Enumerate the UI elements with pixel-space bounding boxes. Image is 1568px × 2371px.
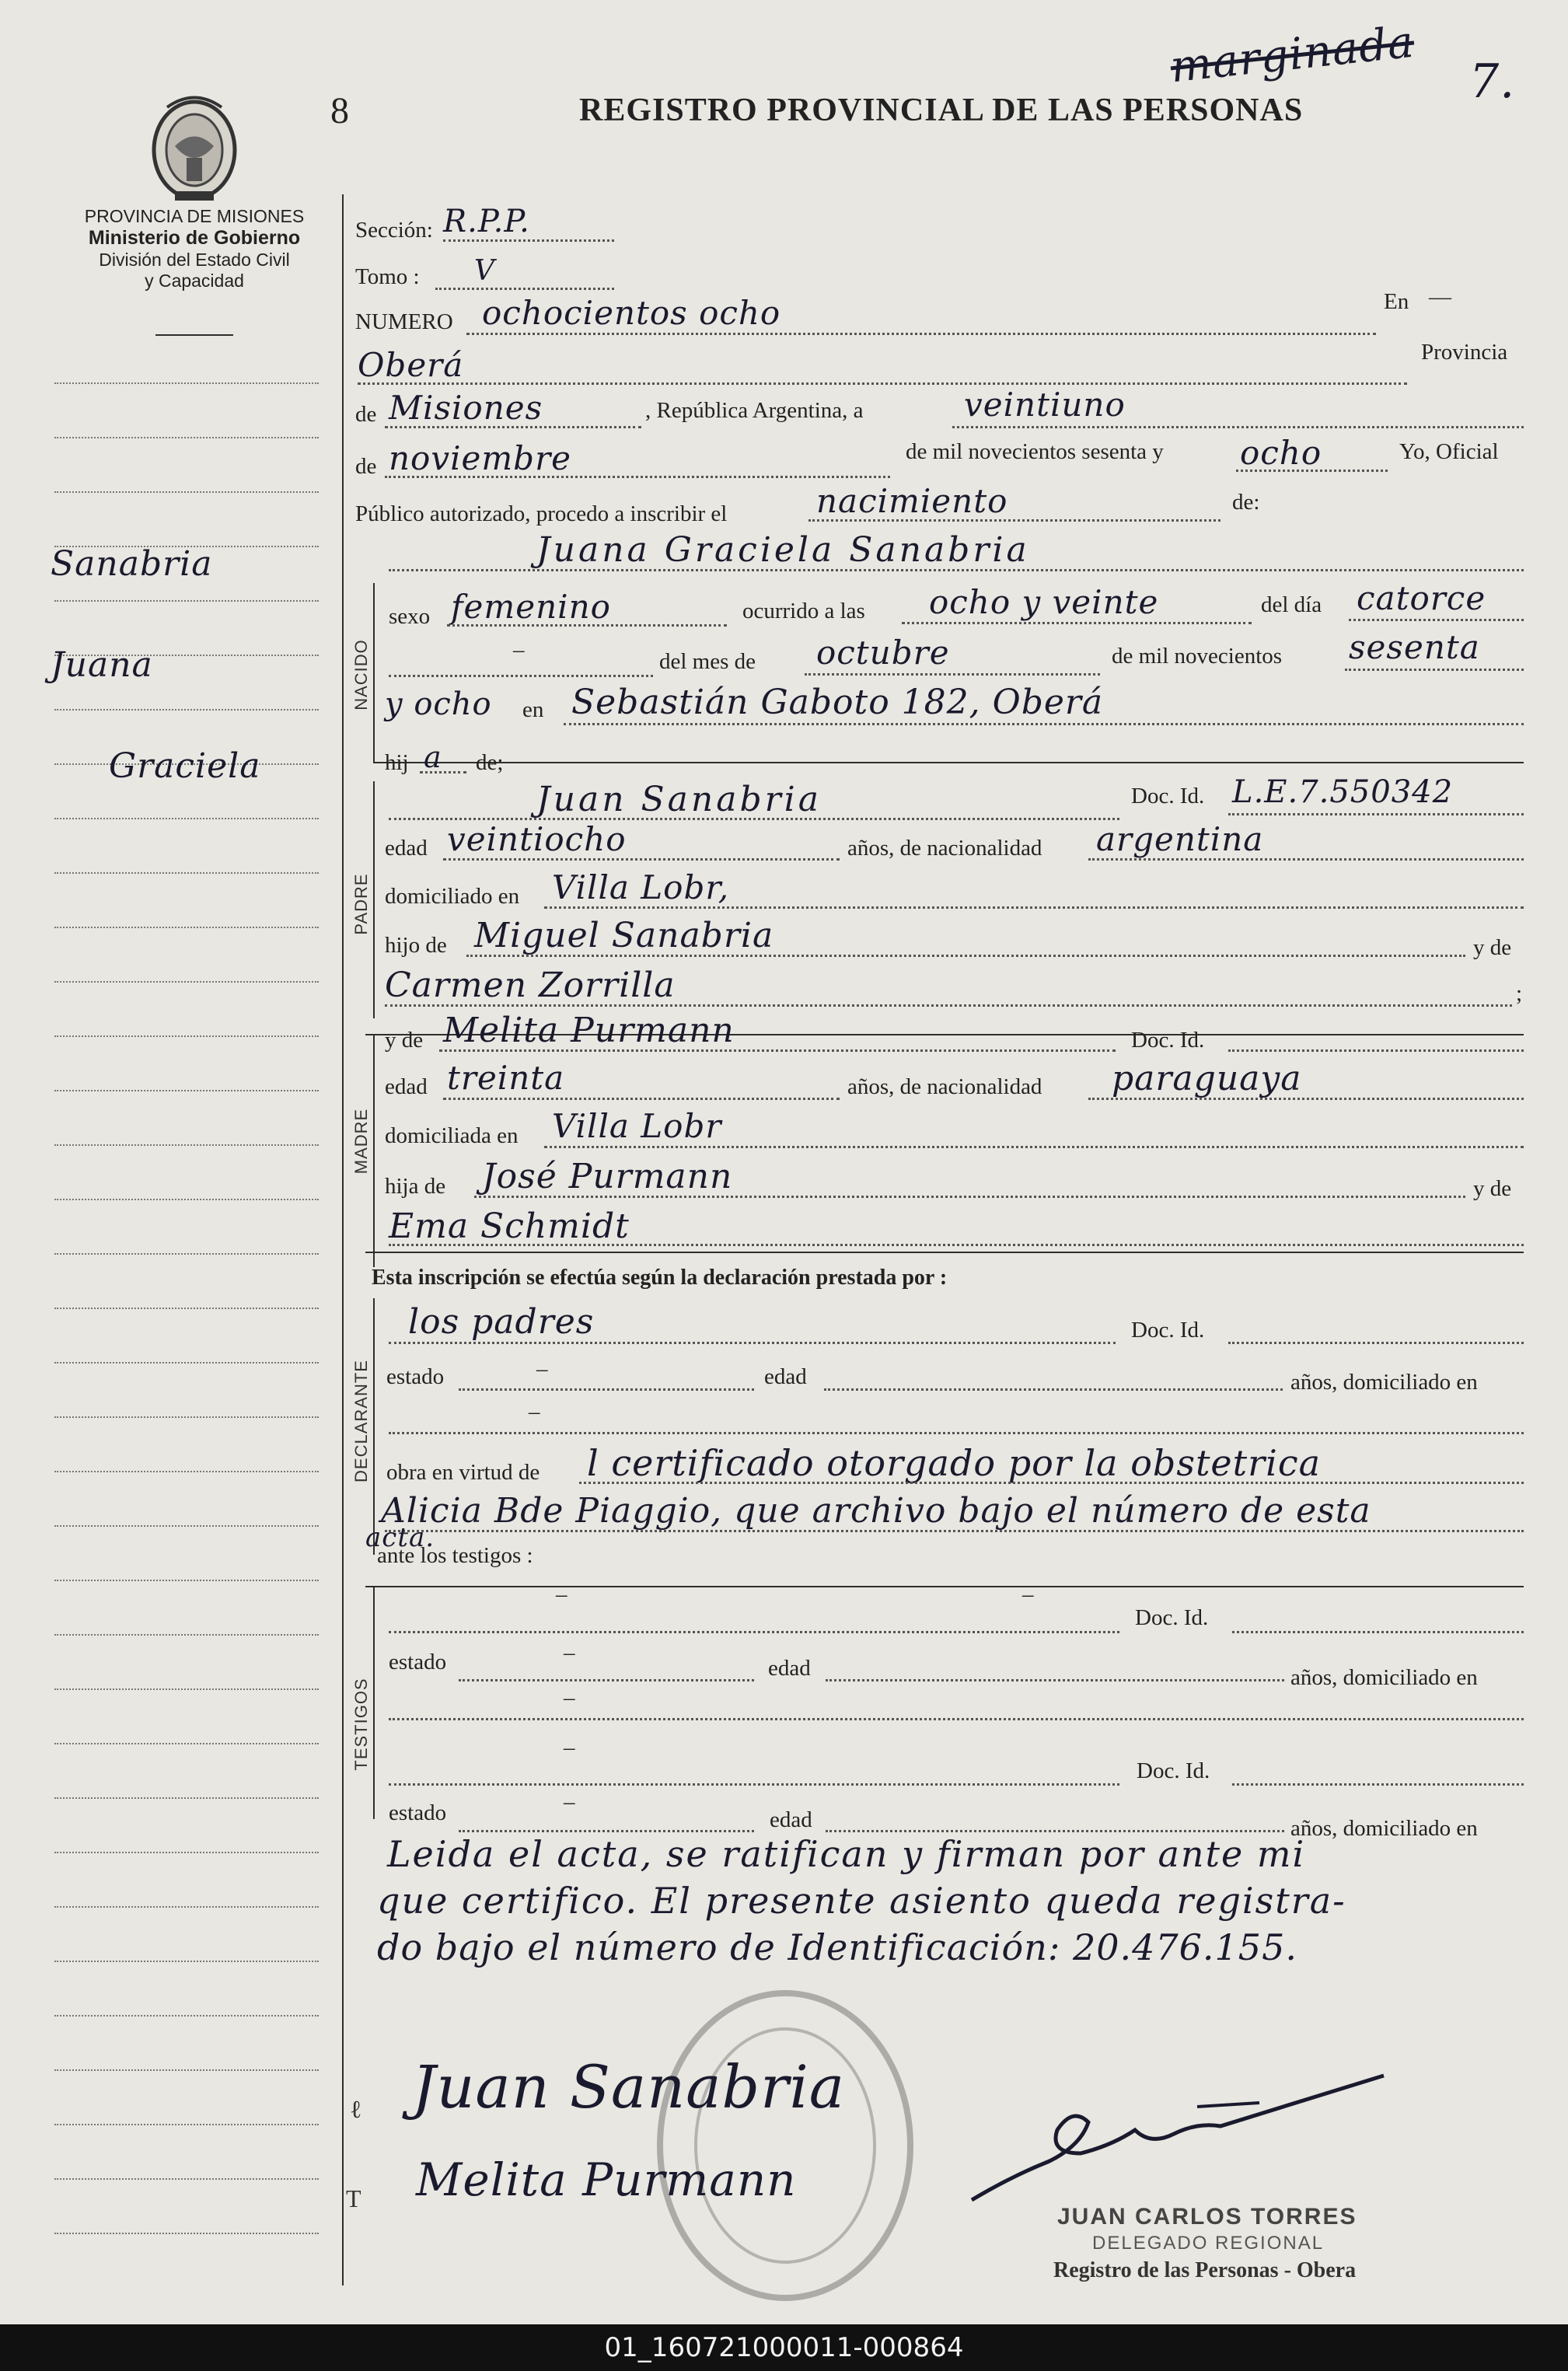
value-declarante: los padres: [408, 1302, 595, 1342]
side-label-madre: MADRE: [351, 1108, 371, 1175]
value-anio-acta: ocho: [1240, 434, 1322, 472]
label-provincia: Provincia: [1421, 340, 1508, 365]
label-sexo: sexo: [389, 604, 431, 629]
value-obra-1: l certificado otorgado por la obstetrica: [587, 1442, 1322, 1484]
signature-father: Juan Sanabria: [412, 2052, 846, 2121]
value-seccion: R.P.P.: [443, 204, 530, 239]
value-testigo1-dom: –: [564, 1685, 575, 1710]
label-testigo2-estado: estado: [389, 1800, 447, 1825]
label-declarante-edad: edad: [764, 1364, 807, 1389]
label-declarante-doc: Doc. Id.: [1131, 1318, 1205, 1343]
label-testigo1-edad: edad: [768, 1656, 811, 1681]
value-madre-nac: paraguaya: [1112, 1059, 1302, 1098]
label-de-mil-nov: de mil novecientos: [1112, 644, 1283, 669]
value-tipo: nacimiento: [816, 482, 1008, 520]
value-testigo2-estado: –: [564, 1790, 575, 1814]
signature-mark-1: ℓ: [350, 2095, 362, 2123]
value-en: —: [1429, 285, 1451, 309]
label-testigo2-anos: años, domiciliado en: [1290, 1816, 1478, 1841]
value-tomo: V: [474, 255, 495, 287]
value-sexo: femenino: [451, 588, 611, 626]
label-testigo1-anos: años, domiciliado en: [1290, 1665, 1478, 1690]
value-padre-y-de: Carmen Zorrilla: [385, 966, 676, 1005]
label-republica: , República Argentina, a: [645, 398, 864, 423]
coat-of-arms-icon: [144, 84, 245, 208]
label-ocurrido: ocurrido a las: [742, 599, 865, 623]
label-madre-y-de: y de: [385, 1028, 424, 1053]
label-madre-y-de-2: y de: [1473, 1176, 1512, 1201]
label-de-2: de: [355, 454, 377, 479]
nacido-bracket: [373, 583, 375, 762]
value-madre-dom: Villa Lobr: [552, 1107, 722, 1145]
value-testigo1-estado: –: [564, 1640, 575, 1665]
label-padre-edad: edad: [385, 836, 428, 861]
value-madre-nombre: Melita Purmann: [443, 1011, 735, 1050]
value-padre-doc: L.E.7.550342: [1232, 774, 1454, 810]
issuer-ministry: Ministerio de Gobierno: [88, 227, 301, 249]
label-padre-y-de: y de: [1473, 935, 1512, 960]
label-numero: NUMERO: [355, 309, 453, 334]
issuer-division: División del Estado Civil: [99, 250, 290, 270]
side-label-testigos: TESTIGOS: [351, 1678, 371, 1771]
label-madre-edad: edad: [385, 1074, 428, 1099]
side-label-declarante: DECLARANTE: [351, 1360, 371, 1482]
value-madre-edad: treinta: [447, 1059, 565, 1097]
label-testigo2-edad: edad: [770, 1807, 812, 1832]
label-madre-doc: Doc. Id.: [1131, 1028, 1205, 1053]
value-padre-hijo-de: Miguel Sanabria: [474, 916, 774, 955]
label-de-colon: de:: [1232, 490, 1260, 515]
value-anio: sesenta: [1349, 628, 1480, 666]
value-dia-acta: veintiuno: [964, 386, 1126, 424]
side-label-nacido: NACIDO: [351, 639, 371, 711]
label-testigo1-estado: estado: [389, 1650, 447, 1674]
label-madre-nac: años, de nacionalidad: [847, 1074, 1042, 1099]
official-role: DELEGADO REGIONAL: [1092, 2233, 1325, 2254]
value-nombre: Juana Graciela Sanabria: [536, 530, 1030, 570]
value-obra-2: Alicia Bde Piaggio, que archivo bajo el número de esta: [381, 1491, 1371, 1531]
label-de-mil-novecientos: de mil novecientos sesenta y: [906, 439, 1164, 464]
label-esta-inscripcion: Esta inscripción se efectúa según la declaración prestada por :: [372, 1266, 948, 1290]
closing-line-3: do bajo el número de Identificación: 20.476.155.: [377, 1926, 1297, 1968]
value-provincia: Misiones: [389, 389, 543, 427]
margin-surname: Sanabria: [51, 544, 213, 584]
nacido-bottom: [373, 762, 1524, 763]
testigos-bracket: [373, 1586, 375, 1819]
label-publico: Público autorizado, procedo a inscribir el: [355, 501, 728, 526]
value-madre-hija-de: José Purmann: [482, 1157, 733, 1196]
label-ante-testigos: ante los testigos :: [377, 1543, 533, 1568]
signature-mark-2: T: [346, 2184, 361, 2212]
value-obra-3: acta.: [365, 1522, 435, 1553]
value-anio-cont: y ocho: [385, 686, 492, 722]
corner-mark: 7.: [1469, 54, 1516, 109]
label-tomo: Tomo :: [355, 264, 420, 289]
value-declarante-estado: –: [536, 1357, 548, 1381]
side-label-padre: PADRE: [351, 873, 371, 935]
label-en: En: [1384, 289, 1409, 314]
label-padre-doc: Doc. Id.: [1131, 784, 1205, 808]
official-stamp: [657, 1990, 913, 2301]
label-de-1: de: [355, 402, 377, 427]
value-padre-edad: veintiocho: [447, 820, 627, 858]
padre-bracket: [373, 781, 375, 1018]
closing-line-1: Leida el acta, se ratifican y firman por ante mi: [387, 1833, 1306, 1875]
value-numero: ochocientos ocho: [482, 294, 781, 332]
value-padre-nombre: Juan Sanabria: [536, 780, 822, 819]
value-testigo2-nombre: –: [564, 1735, 575, 1760]
signature-mother: Melita Purmann: [416, 2153, 797, 2206]
value-padre-dom: Villa Lobr,: [552, 868, 730, 906]
label-del-mes: del mes de: [659, 649, 756, 674]
value-padre-nac: argentina: [1096, 820, 1264, 858]
label-padre-dom: domiciliado en: [385, 884, 520, 909]
value-hora: ocho y veinte: [929, 583, 1159, 621]
label-seccion: Sección:: [355, 218, 433, 243]
value-mes: octubre: [816, 634, 950, 672]
label-yo-oficial: Yo, Oficial: [1399, 439, 1499, 464]
value-hij-suffix: a: [424, 740, 442, 774]
image-id-footer: 01_160721000011-000864: [0, 2324, 1568, 2371]
label-de-semicolon: de;: [476, 750, 504, 775]
value-declarante-dom: –: [529, 1399, 540, 1424]
label-del-dia: del día: [1261, 592, 1322, 617]
issuer-capacity: y Capacidad: [145, 271, 244, 291]
official-name: JUAN CARLOS TORRES: [1057, 2204, 1357, 2230]
label-padre-hijo-de: hijo de: [385, 933, 447, 958]
label-testigo2-doc: Doc. Id.: [1137, 1758, 1210, 1783]
value-mes-acta: noviembre: [389, 439, 571, 477]
value-testigo1-nombre: –: [556, 1582, 567, 1607]
madre-bracket: [373, 1034, 375, 1267]
madre-bottom: [365, 1252, 1524, 1253]
issuer-province: PROVINCIA DE MISIONES: [84, 206, 305, 226]
value-dia-dash: –: [513, 637, 525, 662]
label-declarante-estado: estado: [386, 1364, 445, 1389]
value-dia: catorce: [1357, 579, 1486, 617]
closing-line-2: que certifico. El presente asiento queda registra-: [377, 1880, 1346, 1922]
official-office: Registro de las Personas - Obera: [1053, 2258, 1357, 2282]
label-hij: hij: [385, 750, 409, 775]
official-signature-icon: [964, 2060, 1399, 2216]
issuer-divider: [155, 334, 233, 336]
label-testigo1-doc: Doc. Id.: [1135, 1605, 1209, 1630]
label-en-lower: en: [522, 697, 544, 722]
label-declarante-anos: años, domiciliado en: [1290, 1370, 1478, 1395]
declarante-bottom: [365, 1586, 1524, 1587]
value-lugar-nac: Sebastián Gaboto 182, Oberá: [571, 683, 1104, 722]
margin-middle-name: Graciela: [109, 746, 261, 786]
value-madre-y-de: Ema Schmidt: [389, 1206, 630, 1246]
page-number: 8: [330, 90, 349, 131]
value-testigo1-dash: –: [1022, 1582, 1034, 1607]
issuer-block: [47, 206, 342, 292]
corner-annotation: marginada: [1168, 16, 1417, 93]
declarante-bracket: [373, 1298, 375, 1555]
document-title: REGISTRO PROVINCIAL DE LAS PERSONAS: [579, 93, 1304, 128]
label-madre-dom: domiciliada en: [385, 1123, 519, 1148]
label-padre-nac: años, de nacionalidad: [847, 836, 1042, 861]
label-madre-hija-de: hija de: [385, 1174, 446, 1199]
value-lugar: Oberá: [358, 346, 464, 384]
main-frame-line: [342, 194, 344, 2285]
margin-first-name: Juana: [51, 645, 153, 685]
label-obra: obra en virtud de: [386, 1460, 540, 1485]
label-semicolon: ;: [1516, 981, 1523, 1006]
